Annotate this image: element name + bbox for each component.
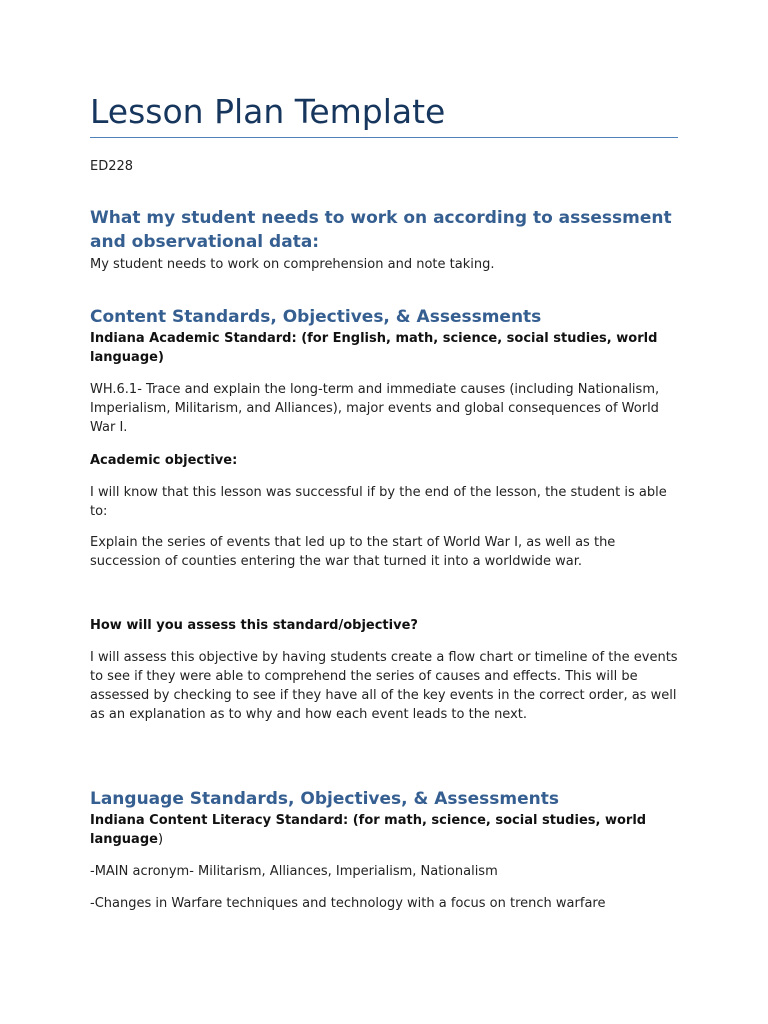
- title-underline: [90, 137, 678, 138]
- content-standards-heading: Content Standards, Objectives, & Assessments: [90, 307, 542, 327]
- assessment-question: How will you assess this standard/objective?: [90, 618, 418, 633]
- language-item-acronym: -MAIN acronym- Militarism, Alliances, Imperialism, Nationalism: [90, 864, 498, 879]
- needs-heading: What my student needs to work on according to assessment and observational data:: [90, 208, 672, 252]
- objective-intro: I will know that this lesson was successful if by the end of the lesson, the student is able to:: [90, 485, 667, 519]
- literacy-standard-label-text: Indiana Content Literacy Standard: (for math, science, social studies, world language: [90, 813, 647, 847]
- course-code: ED228: [90, 159, 134, 174]
- language-standards-heading: Language Standards, Objectives, & Assessments: [90, 789, 560, 809]
- literacy-standard-label: [90, 811, 680, 849]
- academic-standard-label: Indiana Academic Standard: (for English, math, science, social studies, world language): [90, 331, 658, 365]
- assessment-text: I will assess this objective by having students create a flow chart or timeline of the events to see if they were able to comprehend the series of causes and effects. This will be assessed by checking to see if they have all of the key events in the correct order, as well as an explanation as to why and how each event leads to the next.: [90, 650, 678, 722]
- academic-objective-label: Academic objective:: [90, 453, 238, 468]
- objective-text: Explain the series of events that led up to the start of World War I, as well as the succession of counties entering the war that turned it into a worldwide war.: [90, 535, 616, 569]
- literacy-standard-label-close: ): [157, 832, 164, 847]
- language-item-warfare: -Changes in Warfare techniques and technology with a focus on trench warfare: [90, 896, 606, 911]
- academic-standard-text: WH.6.1- Trace and explain the long-term and immediate causes (including Nationalism, Imperialism, Militarism, and Alliances), major events and global consequences of World War I.: [90, 382, 660, 435]
- document-title: Lesson Plan Template: [90, 92, 446, 131]
- needs-text: My student needs to work on comprehension and note taking.: [90, 257, 495, 272]
